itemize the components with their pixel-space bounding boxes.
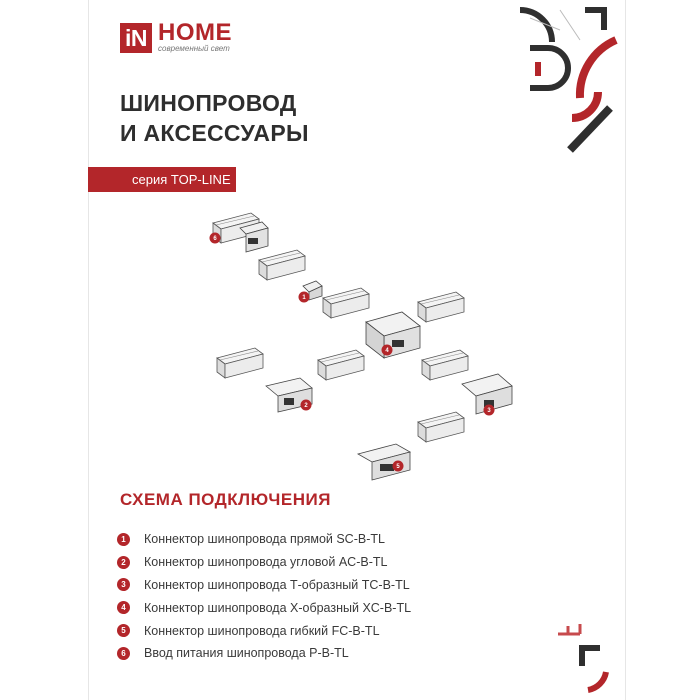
badge-label: 4 xyxy=(385,348,389,354)
badge-label: 2 xyxy=(304,403,308,409)
rail-segment xyxy=(422,350,468,380)
legend-number: 3 xyxy=(117,578,130,591)
legend-text: Ввод питания шинопровода P-B-TL xyxy=(144,646,349,661)
legend-item xyxy=(117,528,411,551)
badge-label: 1 xyxy=(302,295,306,301)
logo-tagline: современный свет xyxy=(158,44,230,53)
diagram-badge xyxy=(301,400,312,411)
title-line-1: ШИНОПРОВОД xyxy=(120,90,297,116)
rail-segment xyxy=(259,250,305,280)
badge-label: 3 xyxy=(487,408,491,414)
connector-legend xyxy=(117,528,411,665)
series-prefix: серия xyxy=(132,172,168,187)
legend-number: 5 xyxy=(117,624,130,637)
rail-segment xyxy=(217,348,263,378)
legend-item xyxy=(117,619,411,642)
legend-text: Коннектор шинопровода гибкий FC-B-TL xyxy=(144,623,380,638)
diagram-badge xyxy=(299,292,310,303)
legend-item xyxy=(117,574,411,597)
legend-text: Коннектор шинопровода прямой SC-B-TL xyxy=(144,532,385,547)
legend-item xyxy=(117,551,411,574)
legend-text: Коннектор шинопровода X-образный XC-B-TL xyxy=(144,600,412,615)
legend-number: 6 xyxy=(117,647,130,660)
flexible-connector xyxy=(358,444,410,480)
diagram-badge xyxy=(210,233,221,244)
series-name: TOP-LINE xyxy=(170,172,231,187)
badge-label: 5 xyxy=(396,464,400,470)
legend-item xyxy=(117,596,411,619)
schema-title: СХЕМА ПОДКЛЮЧЕНИЯ xyxy=(120,490,331,509)
rail-segment xyxy=(318,350,364,380)
logo-wordmark: HOME xyxy=(158,19,232,46)
rail-segment xyxy=(418,292,464,322)
x-connector xyxy=(366,312,420,358)
badge-label: 6 xyxy=(213,236,217,242)
legend-text: Коннектор шинопровода угловой AC-B-TL xyxy=(144,555,388,570)
legend-item xyxy=(117,642,411,665)
rail-segment xyxy=(418,412,464,442)
diagram-badge xyxy=(484,405,495,416)
diagram-badge xyxy=(393,461,404,472)
diagram-badge xyxy=(382,345,393,356)
legend-text: Коннектор шинопровода Т-образный TC-B-TL xyxy=(144,577,410,592)
legend-number: 1 xyxy=(117,533,130,546)
rail-segment xyxy=(323,288,369,318)
legend-number: 4 xyxy=(117,601,130,614)
logo-mark: iN xyxy=(120,23,152,53)
legend-number: 2 xyxy=(117,556,130,569)
title-line-2: И АКСЕССУАРЫ xyxy=(120,120,309,146)
